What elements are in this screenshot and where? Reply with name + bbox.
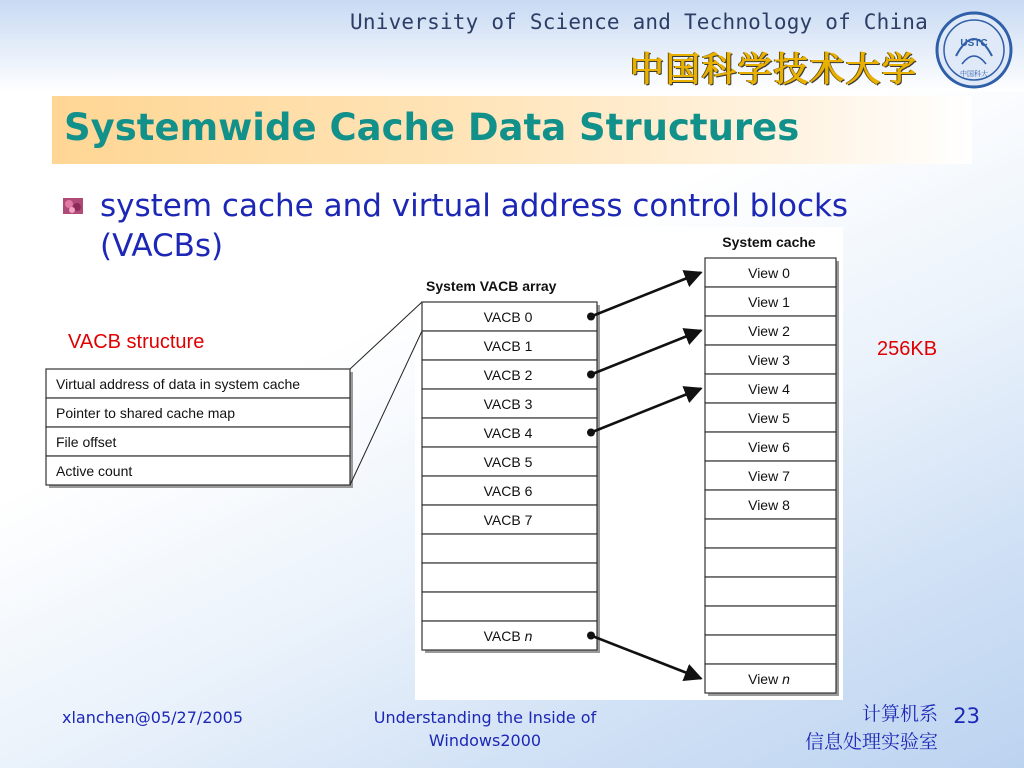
system-cache-entry: View n (748, 671, 790, 687)
link-arrow (591, 389, 701, 433)
footer-department (805, 700, 938, 756)
vacb-array-entry: VACB 2 (483, 367, 533, 383)
vacb-array-entry: VACB 6 (483, 483, 533, 499)
footer-dept-line1: 计算机系 (861, 703, 938, 725)
system-cache-title: System cache (722, 234, 816, 250)
system-cache-entry: View 0 (748, 265, 790, 281)
logo-text-bottom: 中国科大 (960, 71, 988, 78)
vacb-array-entry: VACB 3 (483, 396, 533, 412)
system-cache-entry: View 5 (748, 410, 790, 426)
vacb-array-slot (422, 592, 597, 621)
system-cache-entry: View 4 (748, 381, 790, 397)
vacb-array-slot (422, 534, 597, 563)
structure-connector-line (350, 331, 422, 485)
link-arrow (591, 331, 701, 375)
link-arrow (591, 636, 701, 679)
structure-connector-line (350, 302, 422, 369)
link-arrow (591, 273, 701, 317)
vacb-structure-label: VACB structure (68, 331, 205, 353)
vacb-array-entry: VACB 5 (483, 454, 533, 470)
system-cache-entry: View 7 (748, 468, 790, 484)
vacb-array-slot (422, 563, 597, 592)
vacb-array-title: System VACB array (426, 278, 557, 294)
system-cache-entry: View 1 (748, 294, 790, 310)
vacb-array-entry: VACB 4 (483, 425, 533, 441)
footer-dept-line2: 信息处理实验室 (804, 731, 938, 753)
university-name-cn: 中国科学技术大学 (630, 50, 918, 90)
vacb-array-entry: VACB n (483, 628, 533, 644)
system-cache-slot (705, 577, 836, 606)
vacb-array-entry: VACB 1 (483, 338, 533, 354)
vacb-structure-field-label: Pointer to shared cache map (56, 405, 235, 421)
footer-author-date: xlanchen@05/27/2005 (62, 708, 243, 727)
vacb-structure-field-label: File offset (56, 434, 117, 450)
vacb-structure-table (46, 302, 422, 488)
system-cache-slot (705, 548, 836, 577)
vacb-structure-field-label: Virtual address of data in system cache (56, 376, 301, 392)
bullet-text: system cache and virtual address control blocks (VACBs) (100, 188, 849, 264)
system-cache (705, 234, 839, 696)
system-cache-slot (705, 519, 836, 548)
size-label: 256KB (877, 338, 938, 360)
vacb-array (422, 278, 600, 653)
slide-title: Systemwide Cache Data Structures (64, 106, 800, 149)
footer-course: Understanding the Inside of Windows2000 (373, 708, 597, 750)
vacb-array-entry: VACB 0 (483, 309, 533, 325)
system-cache-entry: View 2 (748, 323, 790, 339)
university-name-en: University of Science and Technology of China (350, 10, 928, 34)
system-cache-entry: View 8 (748, 497, 790, 513)
system-cache-slot (705, 606, 836, 635)
vacb-to-view-arrows (587, 273, 701, 679)
vacb-structure-field-label: Active count (56, 463, 133, 479)
vacb-array-entry: VACB 7 (483, 512, 533, 528)
logo-text-top: USTC (960, 38, 988, 49)
system-cache-entry: View 3 (748, 352, 790, 368)
page-number: 23 (953, 704, 980, 728)
system-cache-entry: View 6 (748, 439, 790, 455)
system-cache-slot (705, 635, 836, 664)
